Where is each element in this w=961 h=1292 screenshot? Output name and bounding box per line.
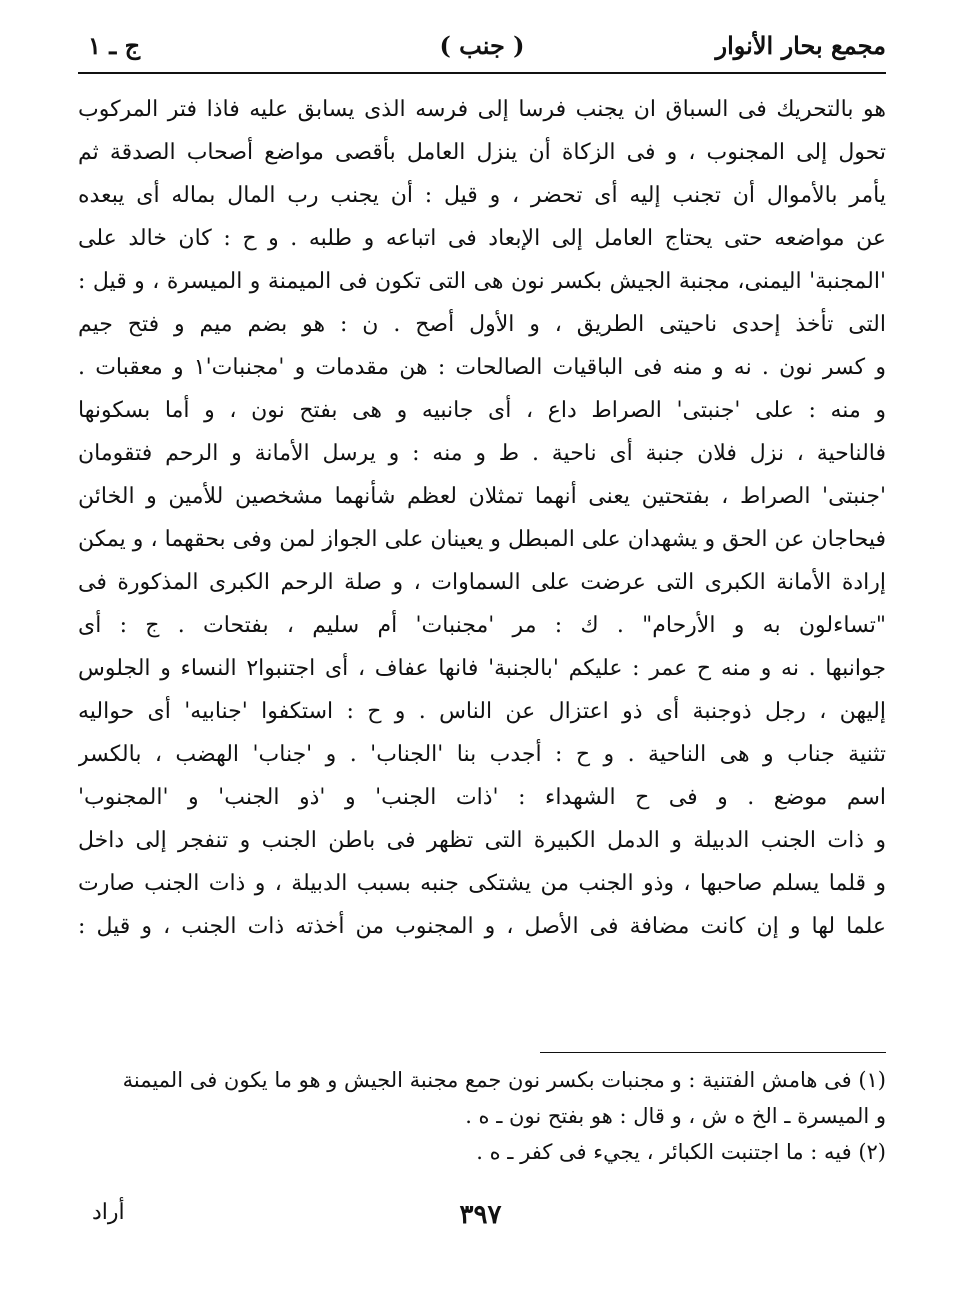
footnote-line: و الميسرة ـ الخ ه ش ، و قال : هو بفتح نون ـ ه . xyxy=(465,1104,886,1128)
text-line: فيحاجان عن الحق و يشهدان على المبطل و يعينان على الجواز لمن وفى بحقهما ، و يمكن xyxy=(78,527,886,552)
main-text xyxy=(78,88,886,948)
text-line: إليهن ، رجل ذوجنبة أى ذو اعتزال عن الناس . و ح : استكفوا 'جنابيه' أى حواليه xyxy=(78,699,886,724)
text-line: و ذات الجنب الدبيلة و الدمل الكبيرة التى تظهر فى باطن الجنب و تنفجر إلى داخل xyxy=(78,828,886,853)
text-line: اسم موضع . و فى ح الشهداء : 'ذات الجنب' و 'ذو الجنب' و 'المجنوب' xyxy=(78,785,886,810)
text-line: جوانبها . نه و منه ح عمر : عليكم 'بالجنبة' فانها عفاف ، أى اجتنبوا٢ النساء و الجلوس xyxy=(78,656,886,681)
text-line: و كسر نون . نه و منه فى الباقيات الصالحات : هن مقدمات و 'مجنبات'١ و معقبات . xyxy=(78,355,886,380)
text-line: فالناحية ، نزل فلان جنبة أى ناحية . ط و منه : و يرسل الأمانة و الرحم فتقومان xyxy=(78,441,886,466)
text-line: التى تأخذ إحدى ناحيتى الطريق ، و الأول أصح . ن : هو بضم ميم و فتح جيم xyxy=(78,312,886,337)
text-line: "تساءلون به و الأرحام" . ك : مر 'مجنبات' أم سليم ، بفتحات . ج : أى xyxy=(78,613,886,638)
footnote-line: (٢) فيه : ما اجتنبت الكبائر ، يجيء فى كفر ـ ه . xyxy=(476,1140,886,1164)
text-line: و قلما يسلم صاحبها ، وذو الجنب من يشتكى جنبه بسبب الدبيلة ، و ذات الجنب صارت xyxy=(78,871,886,896)
text-line: عن مواضعه حتى يحتاج العامل إلى الإبعاد فى اتباعه و طلبه . و ح : كان خالد على xyxy=(78,226,886,251)
page-header xyxy=(78,28,886,68)
text-line: تحول إلى المجنوب ، و فى الزكاة أن ينزل العامل بأقصى مواضع أصحاب الصدقة ثم xyxy=(78,140,886,165)
text-line: 'جنبتى' الصراط ، بفتحتين يعنى أنهما تمثلان لعظم شأنهما مشخصين للأمين و الخائن xyxy=(78,484,886,509)
footnotes xyxy=(78,1062,886,1170)
footnote-line: (١) فى هامش الفتنية : و مجنبات بكسر نون جمع مجنبة الجيش و هو ما يكون فى الميمنة xyxy=(122,1068,886,1092)
book-title: مجمع بحار الأنوار xyxy=(715,31,886,60)
text-line: 'المجنبة' اليمنى، مجنبة الجيش بكسر نون هى التى تكون فى الميمنة و الميسرة ، و قيل : xyxy=(78,269,886,294)
text-line: علما لها و إن كانت مضافة فى الأصل ، و المجنوب من أخذته ذات الجنب ، و قيل : xyxy=(78,914,886,939)
entry-heading: ( جنب ) xyxy=(439,31,525,60)
text-line: هو بالتحريك فى السباق ان يجنب فرسا إلى فرسه الذى يسابق عليه فاذا فتر المركوب xyxy=(78,97,886,122)
footnote-rule xyxy=(540,1052,886,1053)
page-number: ٣٩٧ xyxy=(459,1200,502,1230)
text-line: يأمر بالأموال أن تجنب إليه أى تحضر ، و قيل : أن يجنب رب المال بماله أى يبعده xyxy=(78,183,886,208)
volume-label: ج ـ ١ xyxy=(88,31,141,60)
text-line: و منه : على 'جنبتى' الصراط داع ، أى جانبيه و هى بفتح نون ، و أما بسكونها xyxy=(78,398,886,423)
catchword: أراد xyxy=(92,1200,125,1225)
header-rule xyxy=(78,72,886,74)
text-line: تثنية جناب و هى الناحية . و ح : أجدب بنا 'الجناب' . و 'جناب' الهضب ، بالكسر xyxy=(78,742,886,767)
text-line: إرادة الأمانة الكبرى التى عرضت على السماوات ، و صلة الرحم الكبرى المذكورة فى xyxy=(78,570,886,595)
